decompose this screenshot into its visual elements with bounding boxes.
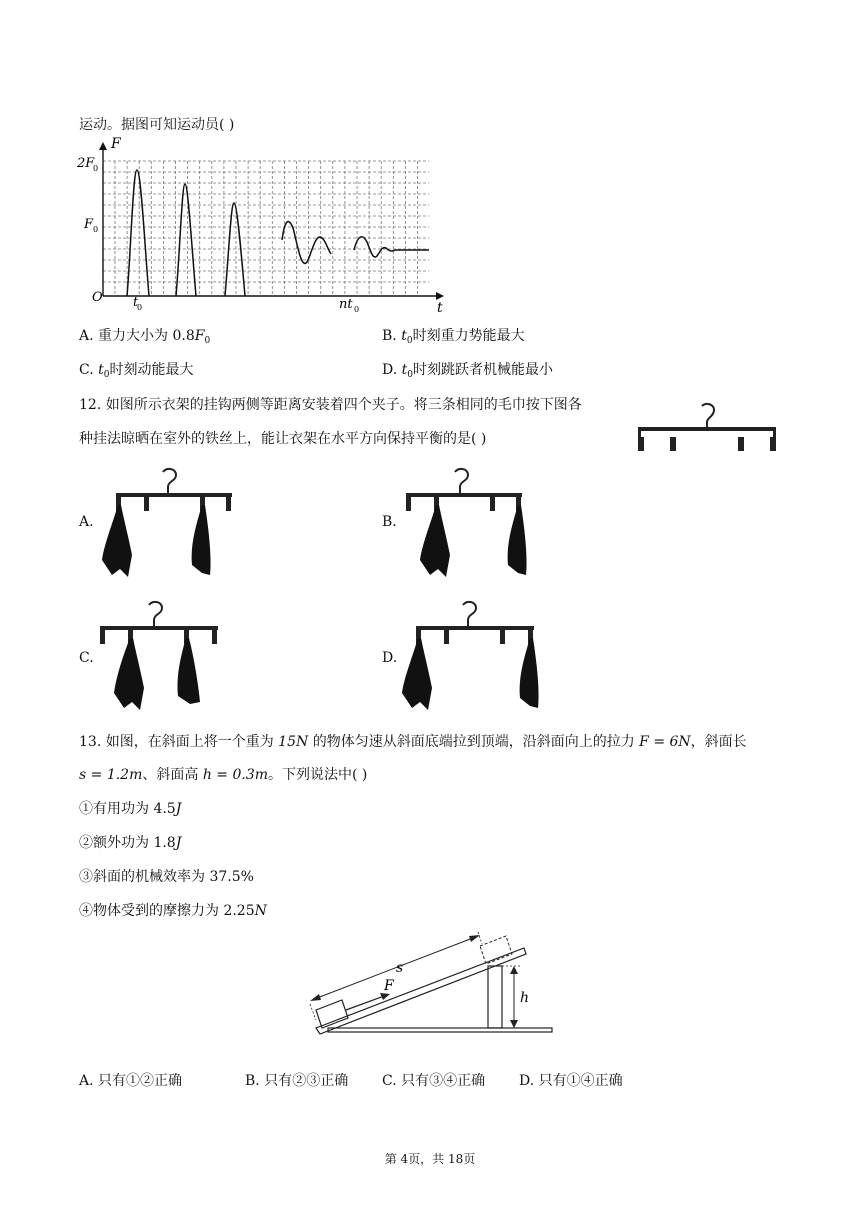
hanger-reference-image [634,400,780,456]
q13-stem-line1: 13. 如图，在斜面上将一个重为 15N 的物体匀速从斜面底端拉到顶端，沿斜面向上的拉力 F = 6N，斜面长 [79,734,747,750]
q11-option-a[interactable]: A. 重力大小为 $0.8F_0$ [79,328,211,346]
q12-option-a[interactable]: A. [79,514,94,530]
graph-tick-2f0: 2F [77,156,95,171]
hanger-option-a-image [98,465,238,580]
hanger-option-c-image [98,598,238,713]
graph-x-label: t [437,300,443,316]
q13-option-a[interactable]: A. 只有①②正确 [79,1073,183,1089]
graph-tick-f0-sub: 0 [93,225,99,234]
q11-option-d[interactable]: D. $t_0$时刻跳跃者机械能最小 [382,362,554,380]
q12-option-c[interactable]: C. [79,650,94,666]
hanger-option-b-image [400,465,540,580]
graph-tick-nt0: nt [339,297,353,312]
graph-tick-f0: F [84,217,94,232]
q11-intro: 运动。据图可知运动员( ) [79,117,235,133]
incline-s-label: s [396,960,404,976]
q13-statement-2: ②额外功为 1.8J [79,835,182,851]
q13-option-d[interactable]: D. 只有①④正确 [519,1073,623,1089]
incline-h-label: h [520,990,530,1006]
q11-option-b[interactable]: B. $t_0$时刻重力势能最大 [382,328,525,346]
graph-tick-t0: t [133,295,139,310]
q12-stem-line1: 12. 如图所示衣架的挂钩两侧等距离安装着四个夹子。将三条相同的毛巾按下图各 [79,397,582,413]
graph-tick-2f0-sub: 0 [93,164,99,173]
q13-statement-3: ③斜面的机械效率为 37.5% [79,869,254,885]
q13-stem-line2: s = 1.2m、斜面高 h = 0.3m。下列说法中( ) [79,767,368,783]
incline-diagram [300,920,560,1040]
q13-statement-1: ①有用功为 4.5J [79,801,182,817]
graph-y-label: F [111,136,121,152]
q12-option-b[interactable]: B. [382,514,397,530]
q11-force-time-graph [75,130,455,315]
q12-option-d[interactable]: D. [382,650,398,666]
q12-stem-line2: 种挂法晾晒在室外的铁丝上，能让衣架在水平方向保持平衡的是( ) [79,431,487,447]
q13-statement-4: ④物体受到的摩擦力为 2.25N [79,903,267,919]
q11-option-c[interactable]: C. $t_0$时刻动能最大 [79,362,194,380]
graph-origin: O [92,290,103,305]
graph-tick-t0-sub: 0 [137,303,143,312]
page-footer: 第 4页，共 18页 [384,1152,476,1166]
incline-f-label: F [384,978,394,994]
hanger-option-d-image [400,598,550,713]
q13-option-c[interactable]: C. 只有③④正确 [382,1073,486,1089]
graph-tick-nt0-sub: 0 [354,305,360,314]
q13-option-b[interactable]: B. 只有②③正确 [245,1073,349,1089]
